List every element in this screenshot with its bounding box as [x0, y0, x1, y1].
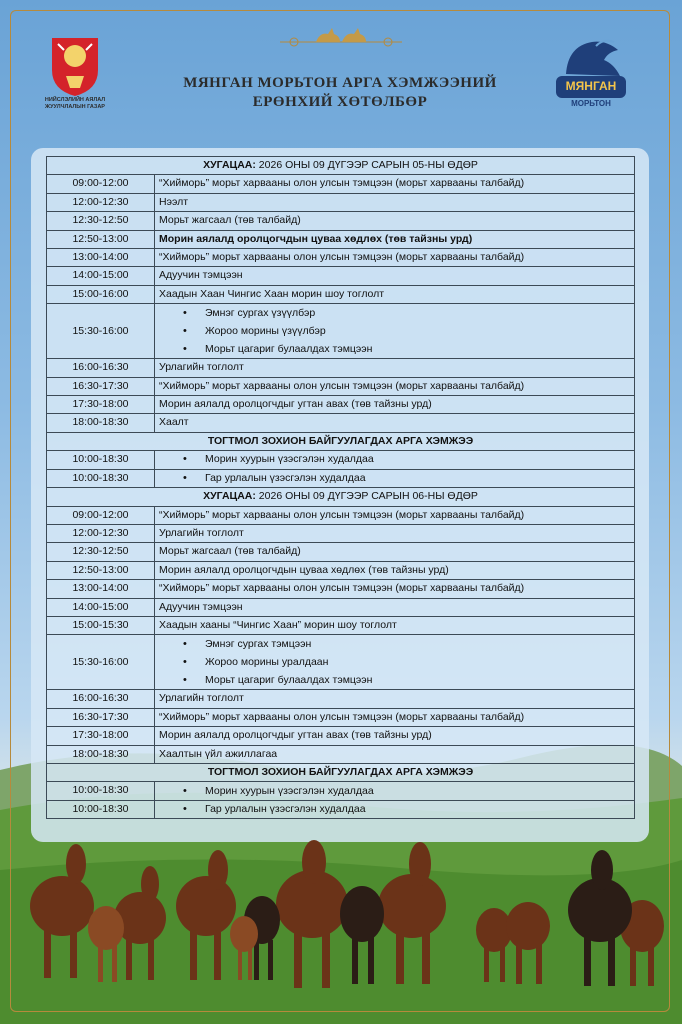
table-row [47, 359, 635, 377]
time-cell: 09:00-12:00 [47, 175, 155, 193]
schedule-table [46, 156, 635, 819]
event-cell: Морин аялалд оролцогчдын цуваа хөдлөх (төв тайзны урд) [155, 561, 635, 579]
event-cell [155, 469, 635, 487]
table-row [47, 800, 635, 818]
horse-herd-image [0, 836, 682, 1006]
table-row [47, 598, 635, 616]
table-row [47, 561, 635, 579]
table-row [47, 506, 635, 524]
event-cell [155, 800, 635, 818]
table-row [47, 249, 635, 267]
table-row [47, 543, 635, 561]
table-row [47, 212, 635, 230]
event-cell: Морин аялалд оролцогчдыг угтан авах (төв тайзны урд) [155, 727, 635, 745]
time-cell: 12:30-12:50 [47, 543, 155, 561]
time-cell: 16:30-17:30 [47, 377, 155, 395]
event-cell: “Хийморь” морьт харвааны олон улсын тэмцээн (морьт харвааны талбайд) [155, 708, 635, 726]
table-row [47, 708, 635, 726]
time-cell: 12:00-12:30 [47, 524, 155, 542]
time-cell: 18:00-18:30 [47, 745, 155, 763]
title-line2: ЕРӨНХИЙ ХӨТӨЛБӨР [252, 94, 428, 110]
table-row [47, 635, 635, 690]
table-row [47, 745, 635, 763]
event-cell [155, 451, 635, 469]
event-cell: Урлагийн тоглолт [155, 359, 635, 377]
event-cell: Морин аялалд оролцогчдын цуваа хөдлөх (төв тайзны урд) [155, 230, 635, 248]
section-header: ТОГТМОЛ ЗОХИОН БАЙГУУЛАГДАХ АРГА ХЭМЖЭЭ [47, 763, 635, 781]
event-cell: “Хийморь” морьт харвааны олон улсын тэмцээн (морьт харвааны талбайд) [155, 580, 635, 598]
section-row [47, 763, 635, 781]
event-list [159, 304, 630, 358]
table-row [47, 396, 635, 414]
event-cell: “Хийморь” морьт харвааны олон улсын тэмцээн (морьт харвааны талбайд) [155, 377, 635, 395]
section-header: ТОГТМОЛ ЗОХИОН БАЙГУУЛАГДАХ АРГА ХЭМЖЭЭ [47, 432, 635, 450]
table-row [47, 304, 635, 359]
event-cell: “Хийморь” морьт харвааны олон улсын тэмцээн (морьт харвааны талбайд) [155, 249, 635, 267]
list-item: • Жороо морины уралдаан [205, 653, 630, 671]
day1-header-row [47, 157, 635, 175]
emblem-caption: НИЙСЛЭЛИЙН АЯЛАЛ ЖУУЛЧЛАЛЫН ГАЗАР [44, 97, 106, 110]
time-cell: 12:00-12:30 [47, 193, 155, 211]
time-cell: 10:00-18:30 [47, 800, 155, 818]
time-cell: 16:00-16:30 [47, 359, 155, 377]
list-item: • Эмнэг сургах үзүүлбэр [205, 304, 630, 322]
time-cell: 12:50-13:00 [47, 561, 155, 579]
day-date: 2026 ОНЫ 09 ДҮГЭЭР САРЫН 06-НЫ ӨДӨР [255, 490, 478, 503]
table-row [47, 414, 635, 432]
list-item: • Гар урлалын үзэсгэлэн худалдаа [205, 801, 630, 818]
table-row [47, 782, 635, 800]
event-cell: Хаадын Хаан Чингис Хаан морин шоу тоглолт [155, 285, 635, 303]
time-cell: 17:30-18:00 [47, 396, 155, 414]
event-cell: Урлагийн тоглолт [155, 690, 635, 708]
event-list-cell [155, 635, 635, 690]
event-cell [155, 782, 635, 800]
day2-header-row [47, 488, 635, 506]
time-cell: 16:30-17:30 [47, 708, 155, 726]
event-cell: Адуучин тэмцээн [155, 267, 635, 285]
city-emblem-icon [44, 30, 106, 98]
event-cell: Хаадын хааны “Чингис Хаан” морин шоу тоглолт [155, 616, 635, 634]
time-cell: 10:00-18:30 [47, 451, 155, 469]
time-cell: 15:00-15:30 [47, 616, 155, 634]
list-item: • Гар урлалын үзэсгэлэн худалдаа [205, 470, 630, 487]
day-label: ХУГАЦАА: [203, 490, 256, 503]
page-title [120, 74, 560, 112]
list-item: • Морин хуурын үзэсгэлэн худалдаа [205, 451, 630, 468]
list-item: • Жороо морины үзүүлбэр [205, 322, 630, 340]
event-cell: “Хийморь” морьт харвааны олон улсын тэмцээн (морьт харвааны талбайд) [155, 506, 635, 524]
time-cell: 10:00-18:30 [47, 469, 155, 487]
day1-header [47, 157, 635, 175]
day2-header [47, 488, 635, 506]
event-cell: Хаалт [155, 414, 635, 432]
table-row [47, 469, 635, 487]
event-cell: Хаалтын үйл ажиллагаа [155, 745, 635, 763]
time-cell: 15:30-16:00 [47, 635, 155, 690]
event-cell: Морьт жагсаал (төв талбайд) [155, 212, 635, 230]
table-row [47, 193, 635, 211]
time-cell: 17:30-18:00 [47, 727, 155, 745]
time-cell: 15:30-16:00 [47, 304, 155, 359]
day-label: ХУГАЦАА: [203, 159, 256, 171]
horses-ornament-icon [276, 22, 406, 50]
time-cell: 13:00-14:00 [47, 580, 155, 598]
table-row [47, 690, 635, 708]
table-row [47, 230, 635, 248]
time-cell: 14:00-15:00 [47, 267, 155, 285]
day-date: 2026 ОНЫ 09 ДҮГЭЭР САРЫН 05-НЫ ӨДӨР [255, 159, 478, 171]
table-row [47, 377, 635, 395]
event-cell: Морьт жагсаал (төв талбайд) [155, 543, 635, 561]
time-cell: 09:00-12:00 [47, 506, 155, 524]
table-row [47, 727, 635, 745]
table-row [47, 616, 635, 634]
list-item: • Эмнэг сургах тэмцээн [205, 635, 630, 653]
table-row [47, 267, 635, 285]
table-row [47, 524, 635, 542]
title-line1: МЯНГАН МОРЬТОН АРГА ХЭМЖЭЭНИЙ [183, 75, 497, 91]
logo-text-line2: МОРЬТОН [571, 99, 611, 108]
table-row [47, 580, 635, 598]
section-row [47, 432, 635, 450]
time-cell: 10:00-18:30 [47, 782, 155, 800]
list-item: • Морьт цагариг булаалдах тэмцээн [205, 671, 630, 689]
event-cell: Нээлт [155, 193, 635, 211]
table-row [47, 451, 635, 469]
event-cell: Урлагийн тоглолт [155, 524, 635, 542]
time-cell: 12:30-12:50 [47, 212, 155, 230]
event-list-cell [155, 304, 635, 359]
event-cell: “Хийморь” морьт харвааны олон улсын тэмцээн (морьт харвааны талбайд) [155, 175, 635, 193]
event-cell: Адуучин тэмцээн [155, 598, 635, 616]
time-cell: 13:00-14:00 [47, 249, 155, 267]
table-row [47, 175, 635, 193]
table-row [47, 285, 635, 303]
list-item: • Морьт цагариг булаалдах тэмцээн [205, 340, 630, 358]
event-list [159, 635, 630, 689]
time-cell: 15:00-16:00 [47, 285, 155, 303]
logo-text-line1: МЯНГАН [565, 79, 617, 93]
time-cell: 12:50-13:00 [47, 230, 155, 248]
myangan-mortton-logo [548, 34, 634, 112]
event-cell: Морин аялалд оролцогчдыг угтан авах (төв тайзны урд) [155, 396, 635, 414]
list-item: • Морин хуурын үзэсгэлэн худалдаа [205, 783, 630, 800]
time-cell: 18:00-18:30 [47, 414, 155, 432]
time-cell: 16:00-16:30 [47, 690, 155, 708]
time-cell: 14:00-15:00 [47, 598, 155, 616]
